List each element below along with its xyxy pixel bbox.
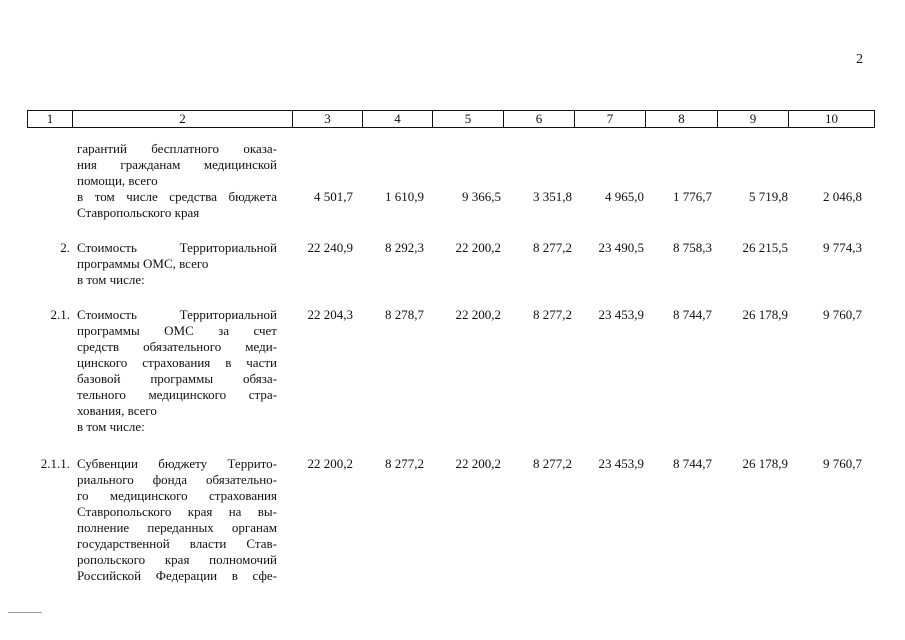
description-line: базовой программы обяза-	[77, 371, 277, 386]
value-cell: 9 760,7	[823, 456, 862, 471]
column-header-table	[27, 110, 875, 128]
page-number: 2	[856, 52, 863, 67]
row-description	[77, 307, 277, 435]
row-number: 2.1.	[50, 307, 70, 322]
row-number: 2.1.1.	[40, 456, 70, 471]
description-line: цинского страхования в части	[77, 355, 277, 370]
column-header: 4	[363, 111, 433, 128]
description-line: помощи, всего	[77, 173, 158, 188]
value-cell: 8 292,3	[385, 240, 424, 255]
value-cell: 8 277,2	[533, 307, 572, 322]
value-cell: 9 760,7	[823, 307, 862, 322]
value-cell: 1 776,7	[673, 189, 712, 204]
description-line: го медицинского страхования	[77, 488, 277, 503]
description-line: Субвенции бюджету Террито-	[77, 456, 277, 471]
value-cell: 22 200,2	[455, 456, 501, 471]
value-cell: 8 277,2	[533, 456, 572, 471]
scan-mark	[8, 612, 42, 613]
value-cell: 22 204,3	[307, 307, 353, 322]
row-number: 2.	[60, 240, 70, 255]
description-line: ния гражданам медицинской	[77, 157, 277, 172]
value-cell: 8 744,7	[673, 456, 712, 471]
value-cell: 22 200,2	[455, 240, 501, 255]
description-line: в том числе средства бюджета	[77, 189, 277, 204]
value-cell: 4 501,7	[314, 189, 353, 204]
value-cell: 1 610,9	[385, 189, 424, 204]
description-line: хования, всего	[77, 403, 157, 418]
description-line: Ставропольского края на вы-	[77, 504, 277, 519]
column-header-row	[28, 111, 875, 128]
description-line: в том числе:	[77, 419, 145, 434]
value-cell: 26 178,9	[742, 307, 788, 322]
column-header: 5	[433, 111, 504, 128]
description-line: Стоимость Территориальной	[77, 307, 277, 322]
column-header: 6	[504, 111, 575, 128]
row-description	[77, 240, 277, 288]
column-header: 8	[646, 111, 718, 128]
value-cell: 5 719,8	[749, 189, 788, 204]
value-cell: 23 453,9	[598, 456, 644, 471]
value-cell: 2 046,8	[823, 189, 862, 204]
description-line: Российской Федерации в сфе-	[77, 568, 277, 583]
description-line: полнение переданных органам	[77, 520, 277, 535]
value-cell: 3 351,8	[533, 189, 572, 204]
description-line: риального фонда обязательно-	[77, 472, 277, 487]
column-header: 2	[73, 111, 293, 128]
column-header: 9	[718, 111, 789, 128]
description-line: средств обязательного меди-	[77, 339, 277, 354]
value-cell: 8 278,7	[385, 307, 424, 322]
value-cell: 22 240,9	[307, 240, 353, 255]
description-line: ропольского края полномочий	[77, 552, 277, 567]
description-line: тельного медицинского стра-	[77, 387, 277, 402]
column-header: 7	[575, 111, 646, 128]
description-line: в том числе:	[77, 272, 145, 287]
column-header: 10	[789, 111, 875, 128]
value-cell: 9 774,3	[823, 240, 862, 255]
value-cell: 8 277,2	[533, 240, 572, 255]
value-cell: 4 965,0	[605, 189, 644, 204]
value-cell: 26 178,9	[742, 456, 788, 471]
value-cell: 9 366,5	[462, 189, 501, 204]
value-cell: 22 200,2	[455, 307, 501, 322]
description-line: Стоимость Территориальной	[77, 240, 277, 255]
value-cell: 8 744,7	[673, 307, 712, 322]
value-cell: 23 453,9	[598, 307, 644, 322]
description-line: программы ОМС за счет	[77, 323, 277, 338]
description-line: гарантий бесплатного оказа-	[77, 141, 277, 156]
description-line: государственной власти Став-	[77, 536, 277, 551]
row-description	[77, 456, 277, 584]
value-cell: 8 758,3	[673, 240, 712, 255]
value-cell: 26 215,5	[742, 240, 788, 255]
value-cell: 8 277,2	[385, 456, 424, 471]
description-line: программы ОМС, всего	[77, 256, 209, 271]
column-header: 3	[293, 111, 363, 128]
value-cell: 22 200,2	[307, 456, 353, 471]
column-header: 1	[28, 111, 73, 128]
row-description	[77, 141, 277, 221]
value-cell: 23 490,5	[598, 240, 644, 255]
description-line: Ставропольского края	[77, 205, 200, 220]
